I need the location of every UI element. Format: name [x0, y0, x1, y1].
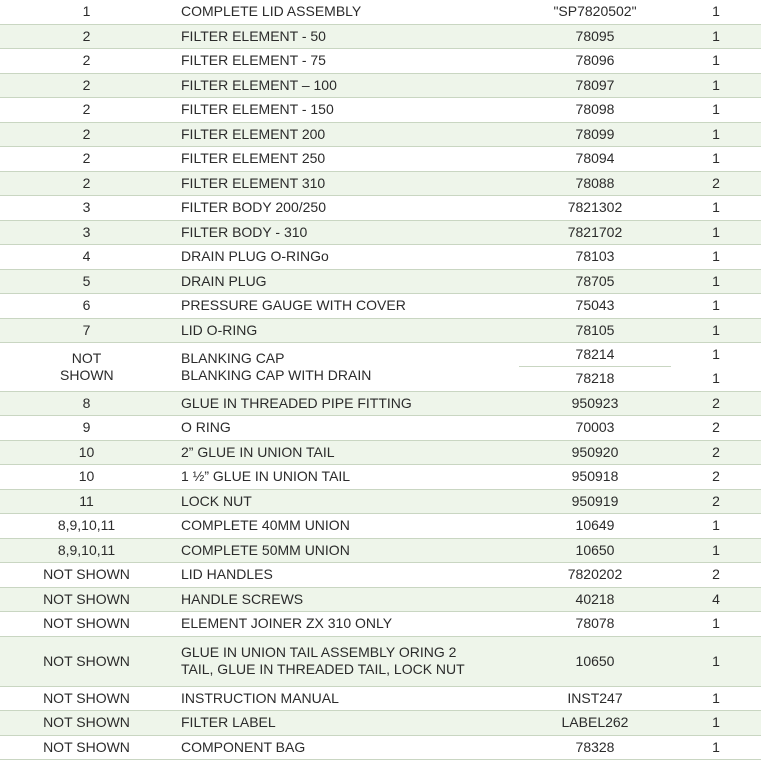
- table-row: [0, 221, 761, 246]
- description-line: FILTER LABEL: [181, 714, 276, 731]
- quantity-cell: 1: [712, 27, 720, 44]
- description-line: COMPONENT BAG: [181, 738, 306, 755]
- description-cell: [173, 350, 519, 384]
- description-line: COMPLETE 40MM UNION: [181, 517, 350, 534]
- description-line: ELEMENT JOINER ZX 310 ONLY: [181, 615, 393, 632]
- part-number-cell: "SP7820502": [553, 3, 637, 20]
- ref-cell: 2: [82, 150, 91, 167]
- part-number-cell: 10649: [575, 517, 615, 534]
- ref-cell: 2: [82, 27, 91, 44]
- table-row: [0, 270, 761, 295]
- quantity-cell: 1: [712, 615, 720, 632]
- description-line: FILTER ELEMENT - 150: [181, 101, 334, 118]
- quantity-cell: 2: [712, 443, 720, 460]
- ref-cell: NOT SHOWN: [43, 652, 130, 669]
- ref-cell: NOT SHOWN: [60, 349, 114, 383]
- part-number-cell: 40218: [575, 590, 615, 607]
- ref-cell: 8,9,10,11: [57, 541, 116, 558]
- part-number-cell: 78103: [575, 248, 615, 265]
- table-row: [0, 294, 761, 319]
- description-cell: [173, 3, 519, 20]
- description-line: FILTER ELEMENT – 100: [181, 76, 337, 93]
- ref-cell: 2: [82, 101, 91, 118]
- part-number-value: 78214: [519, 343, 671, 367]
- description-cell: [173, 644, 519, 678]
- part-number-cell: 7821702: [567, 223, 623, 240]
- part-number-cell: 7821302: [567, 199, 623, 216]
- ref-cell: NOT SHOWN: [43, 566, 130, 583]
- ref-cell: 2: [82, 125, 91, 142]
- part-number-cell: 78705: [575, 272, 615, 289]
- table-row: [0, 0, 761, 25]
- description-cell: [173, 395, 519, 412]
- description-cell: [173, 199, 519, 216]
- description-cell: [173, 150, 519, 167]
- description-line: COMPLETE LID ASSEMBLY: [181, 3, 362, 20]
- quantity-cell: 2: [712, 492, 720, 509]
- description-cell: [173, 101, 519, 118]
- ref-cell: NOT SHOWN: [43, 590, 130, 607]
- description-cell: [173, 591, 519, 608]
- quantity-cell: 2: [712, 419, 720, 436]
- ref-cell: 2: [82, 52, 91, 69]
- part-number-cell: 10650: [575, 652, 615, 669]
- table-row: [0, 343, 761, 392]
- table-row: [0, 711, 761, 736]
- table-row: [0, 465, 761, 490]
- quantity-cell: 2: [712, 468, 720, 485]
- description-cell: [173, 615, 519, 632]
- quantity-cell: 1: [712, 541, 720, 558]
- quantity-value: 1: [712, 370, 720, 387]
- quantity-cell: 1: [712, 76, 720, 93]
- quantity-cell: 1: [712, 3, 720, 20]
- part-number-cell: 78095: [575, 27, 615, 44]
- description-cell: [173, 126, 519, 143]
- part-number-cell: 7820202: [567, 566, 623, 583]
- table-row: [0, 392, 761, 417]
- description-line: BLANKING CAP WITH DRAIN: [181, 366, 372, 383]
- description-line: LID O-RING: [181, 321, 258, 338]
- description-cell: [173, 468, 519, 485]
- table-row: [0, 416, 761, 441]
- quantity-cell: 1: [712, 150, 720, 167]
- description-line: FILTER ELEMENT 310: [181, 174, 326, 191]
- table-row: [0, 245, 761, 270]
- table-row: [0, 441, 761, 466]
- description-line: INSTRUCTION MANUAL: [181, 689, 339, 706]
- quantity-cell: 1: [712, 125, 720, 142]
- description-line: LID HANDLES: [181, 566, 273, 583]
- description-line: 2” GLUE IN UNION TAIL: [181, 443, 335, 460]
- description-line: FILTER BODY 200/250: [181, 199, 326, 216]
- table-row: [0, 563, 761, 588]
- description-cell: [173, 175, 519, 192]
- description-cell: [173, 739, 519, 756]
- part-number-cell: 10650: [575, 541, 615, 558]
- quantity-cell: 1: [712, 652, 720, 669]
- table-row: [0, 687, 761, 712]
- table-row: [0, 736, 761, 761]
- description-cell: [173, 77, 519, 94]
- description-cell: [173, 444, 519, 461]
- ref-cell: 8,9,10,11: [57, 517, 116, 534]
- table-row: [0, 49, 761, 74]
- description-line: BLANKING CAP: [181, 349, 285, 366]
- description-cell: [173, 493, 519, 510]
- ref-cell: 9: [82, 419, 91, 436]
- ref-cell: NOT SHOWN: [43, 615, 130, 632]
- part-number-cell: [519, 343, 671, 391]
- ref-cell: 3: [82, 223, 91, 240]
- description-cell: [173, 273, 519, 290]
- table-row: [0, 319, 761, 344]
- quantity-cell: 1: [712, 101, 720, 118]
- description-cell: [173, 322, 519, 339]
- part-number-cell: 78098: [575, 101, 615, 118]
- table-row: [0, 98, 761, 123]
- ref-cell: 11: [79, 492, 94, 509]
- quantity-cell: 1: [712, 738, 720, 755]
- part-number-cell: 78105: [575, 321, 615, 338]
- quantity-cell: 1: [712, 248, 720, 265]
- description-line: O RING: [181, 419, 231, 436]
- ref-cell: 1: [82, 3, 91, 20]
- ref-cell: 4: [82, 248, 91, 265]
- part-number-cell: 78328: [575, 738, 615, 755]
- description-cell: [173, 566, 519, 583]
- quantity-cell: 1: [712, 517, 720, 534]
- quantity-cell: [671, 343, 761, 391]
- ref-cell: 5: [82, 272, 91, 289]
- ref-cell: NOT SHOWN: [43, 738, 130, 755]
- quantity-cell: 1: [712, 223, 720, 240]
- description-line: TAIL, GLUE IN THREADED TAIL, LOCK NUT: [181, 661, 465, 677]
- description-line: LOCK NUT: [181, 492, 252, 509]
- quantity-cell: 4: [712, 590, 720, 607]
- part-number-cell: 78096: [575, 52, 615, 69]
- description-cell: [173, 419, 519, 436]
- ref-cell: 8: [82, 394, 91, 411]
- description-cell: [173, 52, 519, 69]
- ref-cell: 10: [78, 468, 95, 485]
- part-number-cell: 78097: [575, 76, 615, 93]
- table-row: [0, 196, 761, 221]
- quantity-cell: 2: [712, 394, 720, 411]
- ref-cell: 6: [82, 297, 91, 314]
- description-line: FILTER ELEMENT 250: [181, 150, 326, 167]
- table-row: [0, 637, 761, 687]
- quantity-cell: 1: [712, 714, 720, 731]
- part-number-cell: 78078: [575, 615, 615, 632]
- description-cell: [173, 297, 519, 314]
- ref-cell: 2: [82, 76, 91, 93]
- ref-cell: 10: [78, 443, 95, 460]
- description-cell: [173, 714, 519, 731]
- part-number-value: 78218: [575, 370, 615, 387]
- description-cell: [173, 28, 519, 45]
- table-row: [0, 514, 761, 539]
- table-row: [0, 588, 761, 613]
- quantity-value: 1: [712, 346, 720, 363]
- table-row: [0, 612, 761, 637]
- description-line: PRESSURE GAUGE WITH COVER: [181, 297, 406, 314]
- table-row: [0, 490, 761, 515]
- table-row: [0, 147, 761, 172]
- part-number-cell: 78094: [575, 150, 615, 167]
- description-line: FILTER BODY - 310: [181, 223, 308, 240]
- description-line: COMPLETE 50MM UNION: [181, 541, 350, 558]
- description-cell: [173, 517, 519, 534]
- table-row: [0, 74, 761, 99]
- part-number-cell: LABEL262: [561, 714, 629, 731]
- description-line: HANDLE SCREWS: [181, 590, 304, 607]
- description-line: FILTER ELEMENT - 75: [181, 52, 326, 69]
- quantity-cell: 1: [712, 272, 720, 289]
- part-number-cell: 75043: [575, 297, 615, 314]
- quantity-cell: 2: [712, 566, 720, 583]
- part-number-cell: 950920: [571, 443, 619, 460]
- quantity-cell: 1: [712, 52, 720, 69]
- ref-cell: 2: [82, 174, 91, 191]
- description-cell: [173, 224, 519, 241]
- description-line: DRAIN PLUG O-RINGo: [181, 248, 329, 265]
- part-number-cell: INST247: [567, 689, 623, 706]
- description-line: DRAIN PLUG: [181, 272, 267, 289]
- quantity-cell: 2: [712, 174, 720, 191]
- description-cell: [173, 542, 519, 559]
- part-number-cell: 78088: [575, 174, 615, 191]
- table-row: [0, 123, 761, 148]
- part-number-cell: 950918: [571, 468, 619, 485]
- part-number-cell: 950923: [571, 394, 619, 411]
- description-line: GLUE IN UNION TAIL ASSEMBLY ORING 2: [181, 644, 457, 660]
- description-line: FILTER ELEMENT 200: [181, 125, 326, 142]
- part-number-cell: 78099: [575, 125, 615, 142]
- ref-cell: 7: [82, 321, 91, 338]
- quantity-cell: 1: [712, 321, 720, 338]
- table-row: [0, 172, 761, 197]
- ref-cell: NOT SHOWN: [43, 714, 130, 731]
- part-number-cell: 70003: [575, 419, 615, 436]
- description-line: 1 ½” GLUE IN UNION TAIL: [181, 468, 351, 485]
- table-row: [0, 25, 761, 50]
- description-line: FILTER ELEMENT - 50: [181, 27, 326, 44]
- description-line: GLUE IN THREADED PIPE FITTING: [181, 394, 412, 411]
- quantity-cell: 1: [712, 297, 720, 314]
- ref-cell: 3: [82, 199, 91, 216]
- quantity-cell: 1: [712, 199, 720, 216]
- quantity-cell: 1: [712, 689, 720, 706]
- description-cell: [173, 690, 519, 707]
- table-row: [0, 539, 761, 564]
- ref-cell: NOT SHOWN: [43, 689, 130, 706]
- part-number-cell: 950919: [571, 492, 619, 509]
- description-cell: [173, 248, 519, 265]
